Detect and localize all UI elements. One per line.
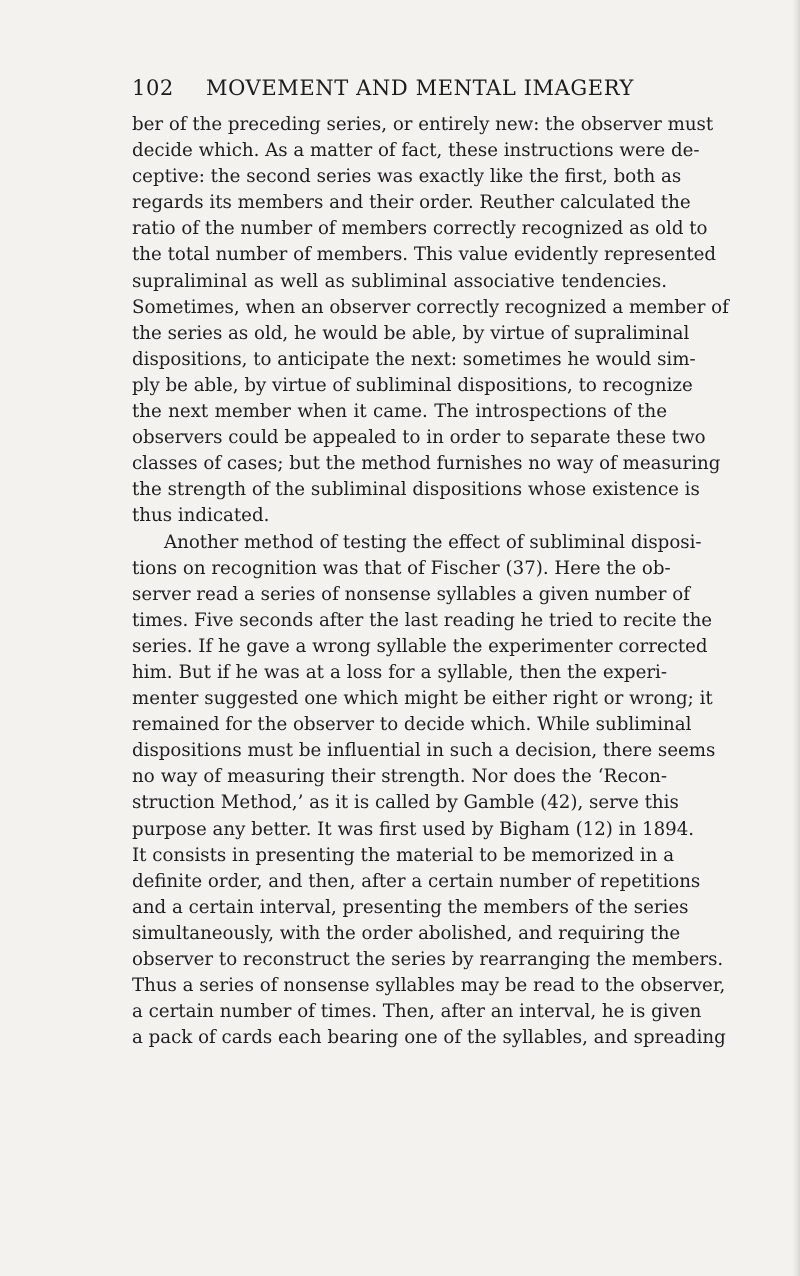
text-line: times. Five seconds after the last reading he tried to recite the [132,609,713,631]
text-line: purpose any better. It was first used by Bigham (12) in 1894. [132,818,695,840]
page-number: 102 [132,76,174,100]
text-line: ceptive: the second series was exactly like the first, both as [132,166,682,188]
page-header [132,76,640,106]
text-line: a pack of cards each bearing one of the syllables, and spreading [132,1027,726,1049]
page-edge-shadow [792,0,800,1276]
text-line: struction Method,’ as it is called by Gamble (42), serve this [132,792,679,814]
text-line: and a certain interval, presenting the members of the series [132,896,689,918]
text-line: no way of measuring their strength. Nor does the ‘Recon- [132,766,667,788]
text-line: thus indicated. [132,505,270,527]
text-line: decide which. As a matter of fact, these instructions were de- [132,140,700,162]
text-line: classes of cases; but the method furnishes no way of measuring [132,453,721,475]
text-line: Sometimes, when an observer correctly recognized a member of [132,296,729,318]
text-line: dispositions, to anticipate the next: sometimes he would sim- [132,348,696,370]
text-line: menter suggested one which might be either right or wrong; it [132,688,713,710]
text-line: him. But if he was at a loss for a syllable, then the experi- [132,661,667,683]
text-line: the next member when it came. The introspections of the [132,401,667,423]
text-line: the series as old, he would be able, by virtue of supraliminal [132,322,690,344]
text-line: Thus a series of nonsense syllables may be read to the observer, [132,975,726,997]
running-head: MOVEMENT AND MENTAL IMAGERY [206,76,634,100]
text-line: series. If he gave a wrong syllable the experimenter corrected [132,635,708,657]
text-line: the strength of the subliminal dispositions whose existence is [132,479,700,501]
text-line: ratio of the number of members correctly recognized as old to [132,218,708,240]
text-line: observer to reconstruct the series by rearranging the members. [132,949,724,970]
text-line: simultaneously, with the order abolished, and requiring the [132,922,681,944]
paragraph [132,530,726,1052]
text-line: remained for the observer to decide which. While subliminal [132,714,692,736]
text-line: observers could be appealed to in order to separate these two [132,427,706,449]
text-line: regards its members and their order. Reuther calculated the [132,192,691,214]
text-line: supraliminal as well as subliminal associative tendencies. [132,270,667,292]
text-line: dispositions must be influential in such a decision, there seems [132,740,716,762]
paragraph [132,112,729,530]
text-line: server read a series of nonsense syllables a given number of [132,583,690,605]
text-line: definite order, and then, after a certain number of repetitions [132,870,701,892]
text-line: ber of the preceding series, or entirely new: the observer must [132,114,714,135]
text-line: tions on recognition was that of Fischer (37). Here the ob- [132,557,671,579]
text-line: a certain number of times. Then, after an interval, he is given [132,1001,702,1023]
text-line: It consists in presenting the material to be memorized in a [132,844,675,866]
text-line: ply be able, by virtue of subliminal dispositions, to recognize [132,374,693,396]
body-text [132,112,729,1051]
text-line: Another method of testing the effect of subliminal disposi- [164,531,702,553]
text-line: the total number of members. This value evidently represented [132,244,717,266]
